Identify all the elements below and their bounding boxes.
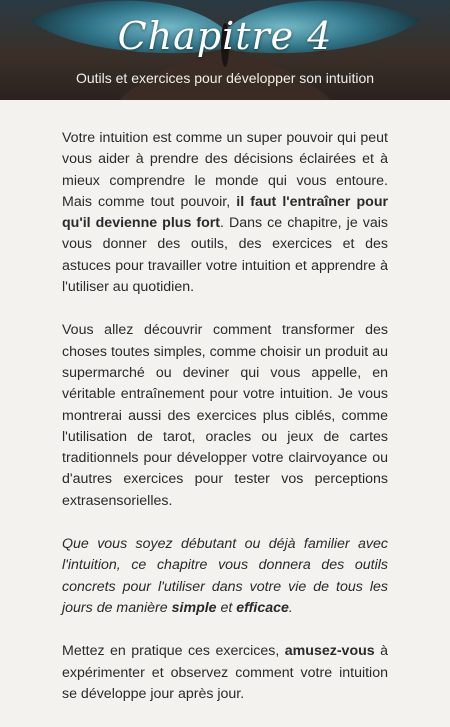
emphasis-efficace: efficace <box>236 599 289 616</box>
chapter-header <box>0 0 450 100</box>
paragraph-closing-text-c: à expérimenter et observez comment votre intuition se développe jour après jour. <box>62 643 389 702</box>
paragraph-closing <box>62 641 388 705</box>
chapter-title: Chapitre 4 <box>117 14 333 58</box>
paragraph-audience <box>62 534 388 619</box>
chapter-subtitle: Outils et exercices pour développer son intuition <box>75 70 375 86</box>
paragraph-audience-text-a: Que vous soyez débutant ou déjà familier avec l'intuition, ce chapitre vous donnera des outils concrets pour l'utiliser dans votre vie de tous les jours de manière <box>62 536 388 616</box>
paragraph-closing-text-a: Mettez en pratique ces exercices, <box>62 643 285 660</box>
emphasis-simple: simple <box>171 599 217 616</box>
paragraph-audience-text-c: et <box>216 599 237 616</box>
paragraph-intro-text-c: . Dans ce chapitre, je vais vous donner des outils, des exercices et des astuces pour travailler votre intuition et apprendre à l'utiliser au quotidien. <box>62 215 388 296</box>
paragraph-intro-emphasis: il faut l'entraîner pour qu'il devienne plus fort <box>62 193 389 232</box>
emphasis-amusez-vous: amusez-vous <box>284 643 375 660</box>
paragraph-audience-text-e: . <box>288 599 293 616</box>
paragraph-intro <box>62 128 388 298</box>
paragraph-intro-text-a: Votre intuition est comme un super pouvoir qui peut vous aider à prendre des décisions éclairées et à mieux comprendre le monde qui vous entoure. Mais comme tout pouvoir, <box>62 130 388 210</box>
paragraph-exercises: Vous allez découvrir comment transformer des choses toutes simples, comme choisir un produit au supermarché ou deviner qui vous appelle, en véritable entraînement pour votre intuition. Je vous montrerai aussi des exercices plus ciblés, comme l'utilisation de tarot, oracles ou jeux de cartes traditionnels pour développer votre clairvoyance ou d'autres exercices pour tester vos perceptions extrasensorielles. <box>62 322 388 509</box>
chapter-body <box>62 128 388 727</box>
